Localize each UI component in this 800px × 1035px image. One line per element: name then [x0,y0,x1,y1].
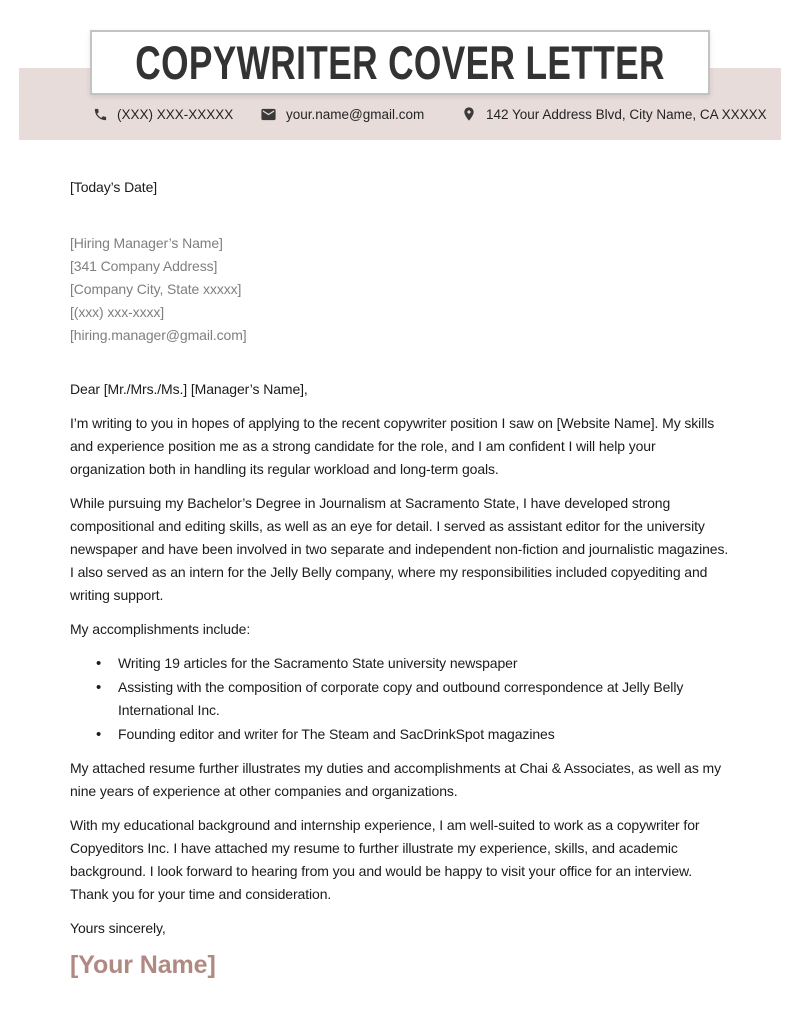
page-title: COPYWRITER COVER LETTER [135,36,665,89]
location-pin-icon [461,106,477,122]
recipient-name: [Hiring Manager’s Name] [70,235,223,251]
title-box [90,30,710,95]
phone-contact [93,102,233,126]
email-contact [260,102,424,126]
email-address: your.name@gmail.com [286,106,425,122]
date-placeholder: [Today’s Date] [70,179,158,195]
recipient-address: [341 Company Address] [70,258,218,274]
signoff: Yours sincerely, [70,920,166,936]
envelope-icon [260,106,277,123]
accomplishments-intro: My accomplishments include: [70,621,251,637]
recipient-city-state: [Company City, State xxxxx] [70,281,242,297]
recipient-email: [hiring.manager@gmail.com] [70,327,247,343]
paragraph-intro: I’m writing to you in hopes of applying to the recent copywriter position I saw on [Website Name]. My skills and experience position me as a strong candidate for the role, and I am confident I will help your organization both in handling its regular workload and long-term goals. [70,415,715,477]
greeting: Dear [Mr./Mrs./Ms.] [Manager’s Name], [70,381,308,397]
contact-bar [0,102,800,126]
paragraph-closing: With my educational background and internship experience, I am well-suited to work as a copywriter for Copyeditors Inc. I have attached my resume to further illustrate my experience, skills, and academic background. I look forward to hearing from you and would be happy to visit your office for an interview. Thank you for your time and consideration. [70,817,700,902]
accomplishment-item: • Writing 19 articles for the Sacramento State university newspaper [118,652,730,675]
paragraph-experience: While pursuing my Bachelor’s Degree in Journalism at Sacramento State, I have developed strong compositional and editing skills, as well as an eye for detail. I served as assistant editor for the university newspaper and have been involved in two separate and independent non-fiction and journalistic magazines. I also served as an intern for the Jelly Belly company, where my responsibilities included copyediting and writing support. [70,495,729,603]
recipient-block [70,232,730,347]
accomplishments-list [70,652,730,746]
paragraph-resume: My attached resume further illustrates my duties and accomplishments at Chai & Associates, as well as my nine years of experience at other companies and organizations. [70,760,721,799]
page-header [0,0,800,140]
street-address: 142 Your Address Blvd, City Name, CA XXXXX [486,106,767,122]
accomplishment-item: • Founding editor and writer for The Steam and SacDrinkSpot magazines [118,723,730,746]
phone-number: (XXX) XXX-XXXXX [117,106,234,122]
address-contact [461,102,767,126]
recipient-phone: [(xxx) xxx-xxxx] [70,304,165,320]
accomplishment-item: • Assisting with the composition of corporate copy and outbound correspondence at Jelly Belly International Inc. [118,676,730,722]
phone-icon [93,107,108,122]
cover-letter-body [70,176,730,979]
signature-name: [Your Name] [70,951,216,979]
